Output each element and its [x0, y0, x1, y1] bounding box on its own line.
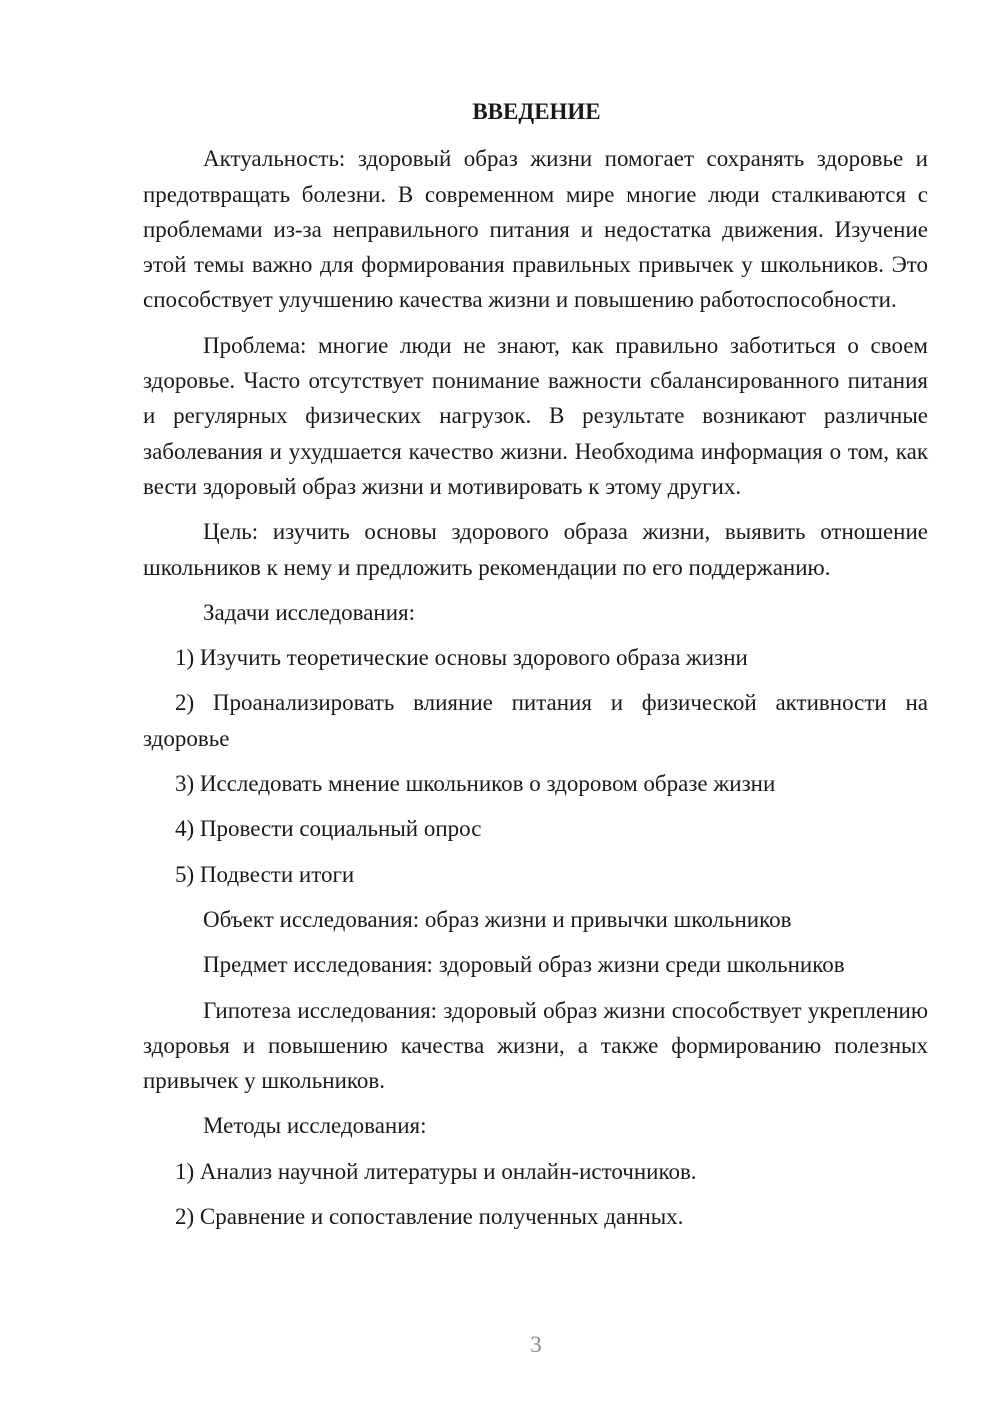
task-item: 5) Подвести итоги	[175, 861, 355, 887]
goal-paragraph: Цель: изучить основы здорового образа жизни, выявить отношение школьников к нему и предложить рекомендации по его поддержанию.	[143, 519, 928, 580]
subject-paragraph: Предмет исследования: здоровый образ жизни среди школьников	[203, 952, 845, 978]
methods-heading: Методы исследования:	[203, 1113, 427, 1139]
hypothesis-paragraph: Гипотеза исследования: здоровый образ жизни способствует укреплению здоровья и повышению качества жизни, а также формированию полезных привычек у школьников.	[143, 997, 928, 1094]
task-item: 2) Проанализировать влияние питания и физической активности на здоровье	[143, 690, 928, 751]
task-item: 1) Изучить теоретические основы здорового образа жизни	[175, 645, 748, 671]
page-title: ВВЕДЕНИЕ	[472, 99, 601, 124]
page-content	[143, 94, 928, 1244]
object-paragraph: Объект исследования: образ жизни и привычки школьников	[203, 906, 792, 932]
task-item: 4) Провести социальный опрос	[175, 816, 482, 842]
method-item: 2) Сравнение и сопоставление полученных данных.	[175, 1204, 684, 1230]
method-item: 1) Анализ научной литературы и онлайн-источников.	[175, 1158, 697, 1184]
problem-paragraph: Проблема: многие люди не знают, как правильно заботиться о своем здоровье. Часто отсутствует понимание важности сбалансированного питания и регулярных физических нагрузок. В результате возникают различные заболевания и ухудшается качество жизни. Необходима информация о том, как вести здоровый образ жизни и мотивировать к этому других.	[143, 332, 928, 499]
task-item: 3) Исследовать мнение школьников о здоровом образе жизни	[175, 771, 776, 797]
page-number: 3	[530, 1332, 542, 1357]
tasks-heading: Задачи исследования:	[203, 599, 416, 625]
relevance-paragraph: Актуальность: здоровый образ жизни помогает сохранять здоровье и предотвращать болезни. В современном мире многие люди сталкиваются с проблемами из-за неправильного питания и недостатка движения. Изучение этой темы важно для формирования правильных привычек у школьников. Это способствует улучшению качества жизни и повышению работоспособности.	[143, 146, 928, 313]
